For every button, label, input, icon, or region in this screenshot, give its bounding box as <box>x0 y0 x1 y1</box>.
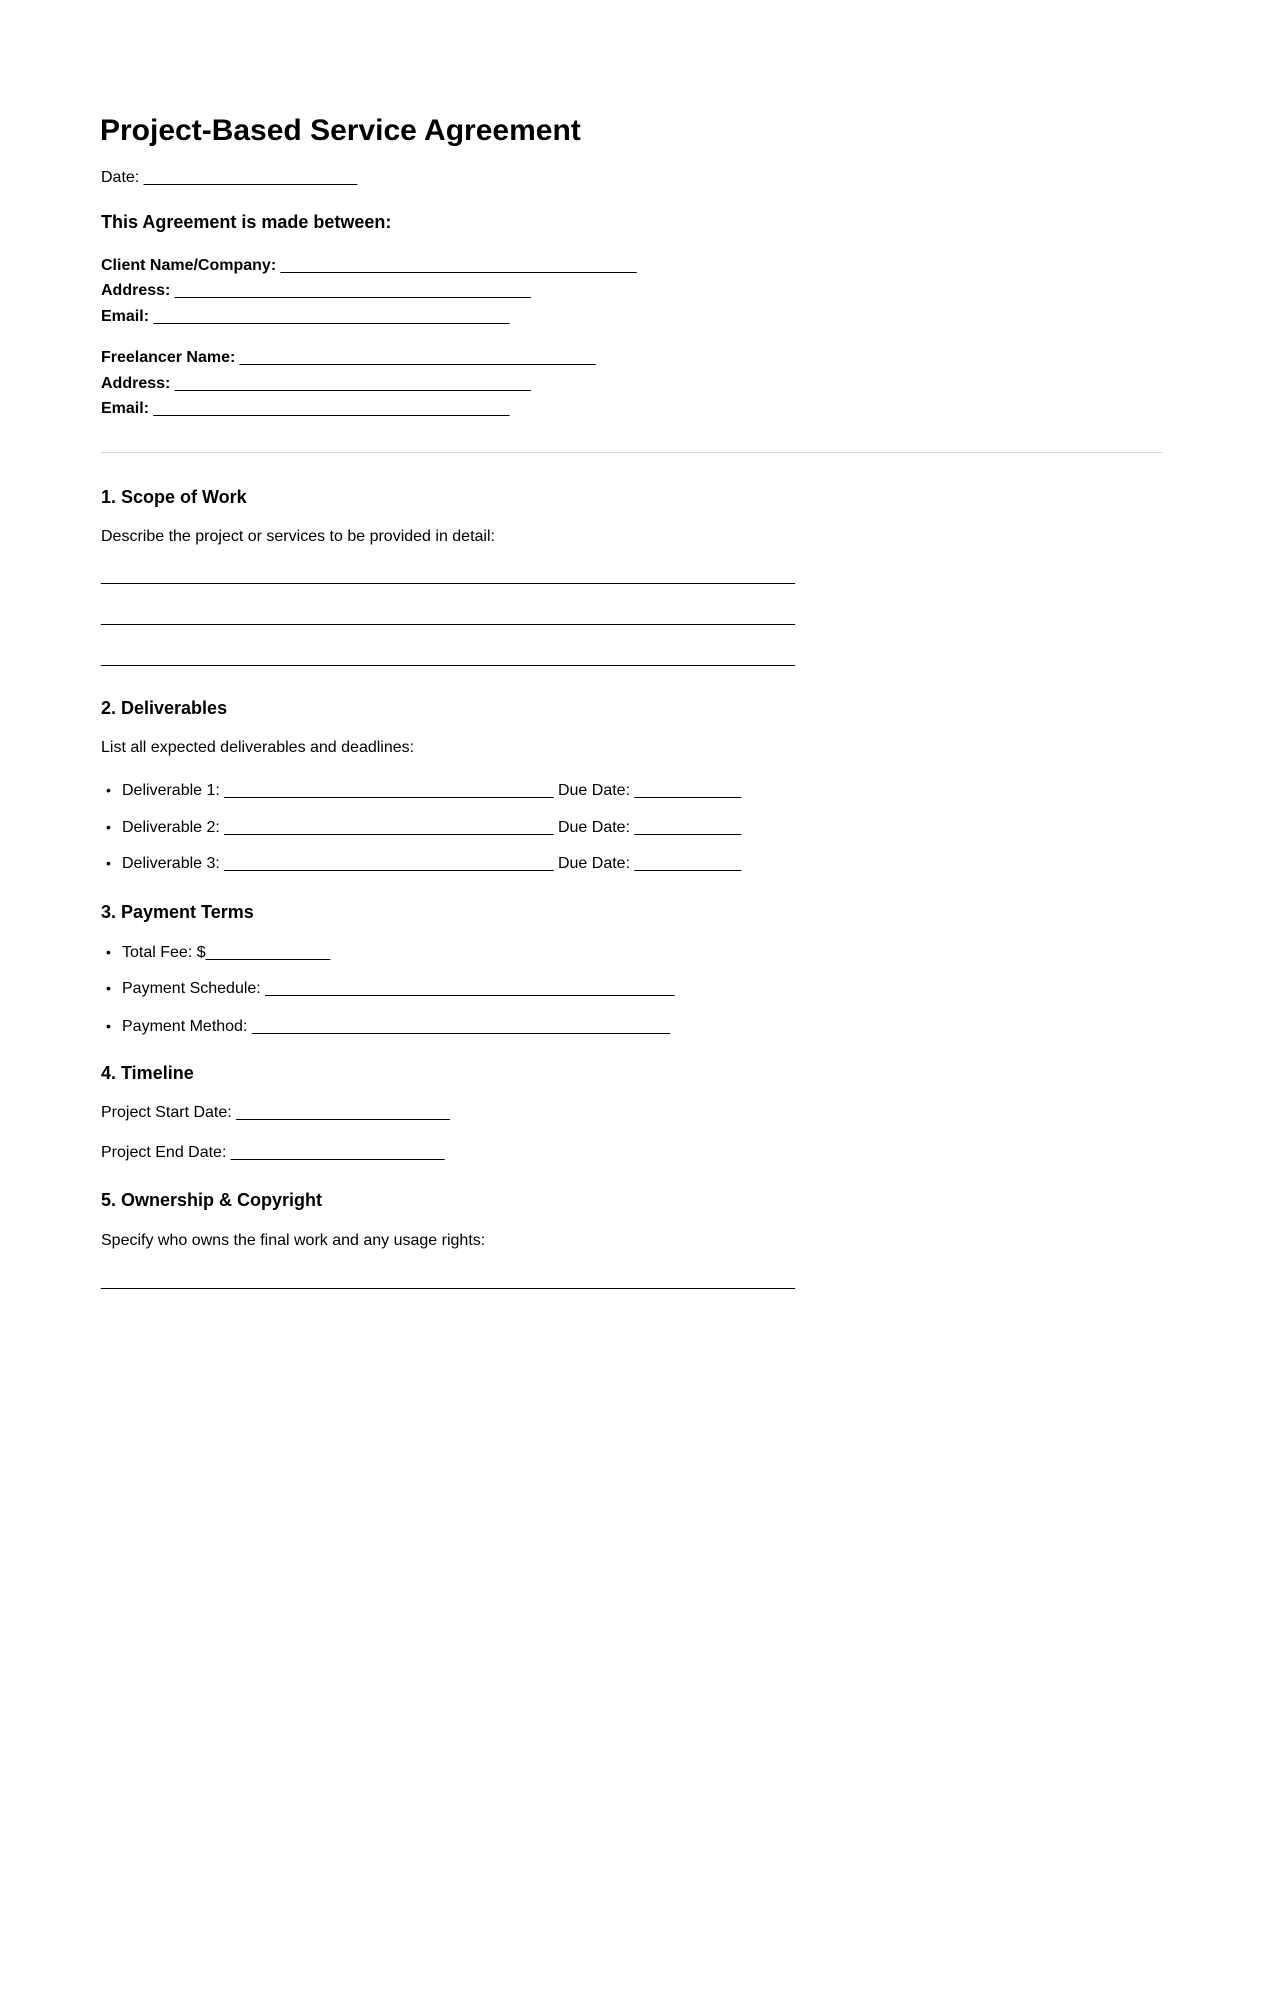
scope-line-2[interactable]: ______________________________________________________________________________ <box>101 609 796 626</box>
date-blank[interactable]: ________________________ <box>143 169 358 186</box>
freelancer-name-field <box>101 348 596 368</box>
deliverable-label: Deliverable 3: <box>122 855 225 872</box>
payment-heading: 3. Payment Terms <box>101 902 254 922</box>
freelancer-email-blank[interactable]: ________________________________________ <box>149 400 510 417</box>
deliverable-item-3 <box>101 853 741 873</box>
scope-heading: 1. Scope of Work <box>101 487 247 507</box>
payment-method <box>101 1016 670 1036</box>
deliverables-description: List all expected deliverables and deadlines: <box>101 739 415 756</box>
client-address-label: Address: <box>101 282 171 299</box>
freelancer-address-blank[interactable]: ________________________________________ <box>170 375 531 392</box>
timeline-heading: 4. Timeline <box>101 1063 194 1083</box>
deliverable-blank[interactable]: _____________________________________ <box>224 819 554 836</box>
scope-line-1[interactable]: ______________________________________________________________________________ <box>101 568 796 585</box>
bullet-icon: • <box>106 855 111 871</box>
deliverable-blank[interactable]: _____________________________________ <box>224 855 554 872</box>
total-fee-label: Total Fee: $ <box>122 944 206 961</box>
freelancer-address-label: Address: <box>101 375 171 392</box>
payment-total-fee <box>101 942 330 962</box>
deliverable-item-2 <box>101 817 741 837</box>
due-date-blank[interactable]: ____________ <box>634 819 742 836</box>
bullet-icon: • <box>106 819 111 835</box>
client-name-blank[interactable]: ________________________________________ <box>276 257 637 274</box>
scope-description: Describe the project or services to be provided in detail: <box>101 528 495 545</box>
due-date-blank[interactable]: ____________ <box>634 782 742 799</box>
client-address-field <box>101 281 531 301</box>
end-date-label: Project End Date: <box>101 1144 231 1161</box>
client-email-label: Email: <box>101 308 150 325</box>
section-divider <box>101 452 1162 453</box>
client-email-field <box>101 307 509 327</box>
freelancer-email-label: Email: <box>101 400 150 417</box>
bullet-icon: • <box>106 1018 111 1034</box>
start-date-blank[interactable]: ________________________ <box>236 1104 450 1121</box>
freelancer-address-field <box>101 374 531 394</box>
bullet-icon: • <box>106 980 111 996</box>
deliverable-label: Deliverable 2: <box>122 819 225 836</box>
payment-schedule-label: Payment Schedule: <box>122 980 266 997</box>
date-field <box>101 168 357 188</box>
freelancer-name-label: Freelancer Name: <box>101 349 236 366</box>
end-date-blank[interactable]: ________________________ <box>230 1144 445 1161</box>
payment-schedule <box>101 978 675 998</box>
client-name-label: Client Name/Company: <box>101 257 277 274</box>
bullet-icon: • <box>106 944 111 960</box>
ownership-heading: 5. Ownership & Copyright <box>101 1190 323 1210</box>
client-email-blank[interactable]: ________________________________________ <box>149 308 510 325</box>
page-title: Project-Based Service Agreement <box>100 114 581 147</box>
payment-schedule-blank[interactable]: ______________________________________________ <box>265 980 675 997</box>
project-start-date-field <box>101 1103 450 1123</box>
due-date-label: Due Date: <box>553 819 635 836</box>
total-fee-blank[interactable]: ______________ <box>205 944 331 961</box>
deliverable-blank[interactable]: _____________________________________ <box>224 782 554 799</box>
client-name-field <box>101 256 637 276</box>
payment-method-label: Payment Method: <box>122 1018 252 1035</box>
deliverables-heading: 2. Deliverables <box>101 698 228 718</box>
deliverable-label: Deliverable 1: <box>122 782 225 799</box>
payment-method-blank[interactable]: _______________________________________________ <box>251 1018 671 1035</box>
due-date-label: Due Date: <box>553 855 635 872</box>
due-date-blank[interactable]: ____________ <box>634 855 742 872</box>
start-date-label: Project Start Date: <box>101 1104 237 1121</box>
scope-line-3[interactable]: ______________________________________________________________________________ <box>101 650 796 667</box>
freelancer-name-blank[interactable]: ________________________________________ <box>235 349 596 366</box>
date-label: Date: <box>101 169 144 186</box>
deliverable-item-1 <box>101 780 741 800</box>
freelancer-email-field <box>101 399 509 419</box>
project-end-date-field <box>101 1143 444 1163</box>
ownership-description: Specify who owns the final work and any usage rights: <box>101 1232 486 1249</box>
client-address-blank[interactable]: ________________________________________ <box>170 282 531 299</box>
due-date-label: Due Date: <box>553 782 635 799</box>
parties-heading: This Agreement is made between: <box>101 212 392 232</box>
bullet-icon: • <box>106 782 111 798</box>
ownership-line[interactable]: ______________________________________________________________________________ <box>101 1273 796 1290</box>
